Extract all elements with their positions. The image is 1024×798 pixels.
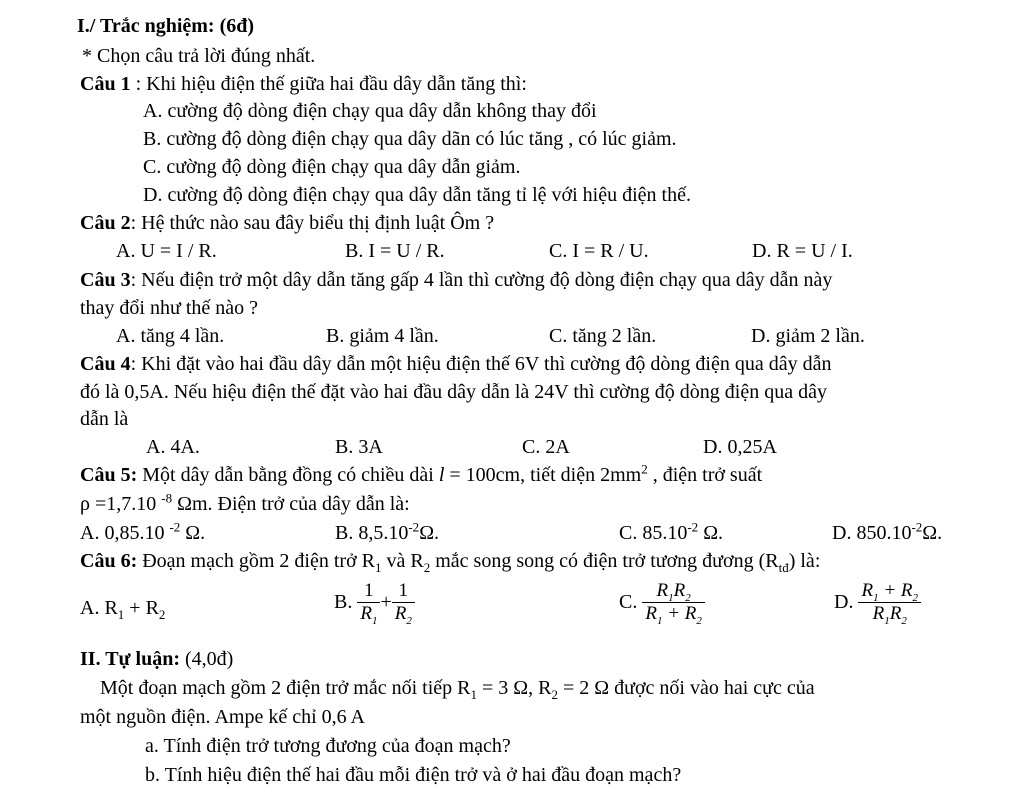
question-6: Câu 6: Đoạn mạch gồm 2 điện trở $R_1$ và $R_2$ mắc song song có điện trở tương đương $(R_{tđ})$ là: bbox=[80, 550, 821, 575]
question-4: Câu 4: Khi đặt vào hai đầu dây dẫn một hiệu điện thế 6V thì cường độ dòng điện qua dây dẫn bbox=[80, 353, 832, 375]
q5-option-c: C. $85.10^{-2}$ Ω. bbox=[619, 519, 724, 544]
part2-problem-line1: Một đoạn mạch gồm 2 điện trở mắc nối tiếp $R_1 = 3$ Ω, $R_2 = 2$ Ω được nối vào hai cực của bbox=[100, 677, 815, 702]
part2-title: II. Tự luận: (4,0đ) bbox=[80, 648, 234, 670]
q1-option-b: B. cường độ dòng điện chạy qua dây dãn có lúc tăng , có lúc giảm. bbox=[143, 128, 677, 150]
part1-title: I./ Trắc nghiệm: (6đ) bbox=[77, 15, 255, 37]
part2-problem-line2: một nguồn điện. Ampe kế chỉ 0,6 A bbox=[80, 706, 365, 728]
fraction-sum-over-product: $\frac{R_1 + R_2}{R_1R_2}$ bbox=[858, 580, 921, 625]
q4-option-a: A. 4A. bbox=[146, 436, 200, 458]
q1-option-a: A. cường độ dòng điện chạy qua dây dẫn không thay đổi bbox=[143, 100, 597, 122]
q3-option-c: C. tăng 2 lần. bbox=[549, 325, 657, 347]
fraction-1-over-r1: $\frac{1}{R_1}$ bbox=[357, 580, 380, 625]
q3-option-a: A. tăng 4 lần. bbox=[116, 325, 225, 347]
q2-option-a: A. U = I / R. bbox=[116, 240, 217, 262]
question-5: Câu 5: Một dây dẫn bằng đồng có chiều dài l = 100cm, tiết diện $2mm^2$ , điện trở suất bbox=[80, 461, 763, 486]
fraction-product-over-sum: $\frac{R_1R_2}{R_1 + R_2}$ bbox=[642, 580, 705, 625]
q5-option-b: B. $8,5.10^{-2}\Omega$. bbox=[335, 519, 440, 544]
q4-option-d: D. 0,25A bbox=[703, 436, 777, 458]
question-3: Câu 3: Nếu điện trở một dây dẫn tăng gấp 4 lần thì cường độ dòng điện chạy qua dây dẫn này bbox=[80, 269, 833, 291]
question-4-cont1: đó là 0,5A. Nếu hiệu điện thế đặt vào hai đầu dây dẫn là 24V thì cường độ dòng điện qua dây bbox=[80, 381, 827, 403]
question-4-cont2: dẫn là bbox=[80, 408, 129, 430]
q3-option-b: B. giảm 4 lần. bbox=[326, 325, 439, 347]
fraction-1-over-r2: $\frac{1}{R_2}$ bbox=[392, 580, 415, 625]
question-3-cont: thay đổi như thế nào ? bbox=[80, 297, 259, 319]
q1-option-c: C. cường độ dòng điện chạy qua dây dẫn giảm. bbox=[143, 156, 521, 178]
q4-option-c: C. 2A bbox=[522, 436, 570, 458]
q6-option-c: C. $\frac{R_1R_2}{R_1 + R_2}$ bbox=[619, 580, 705, 625]
q5-option-d: D. $850.10^{-2}\Omega$. bbox=[832, 519, 943, 544]
question-5-cont: ρ =1,7.10 $^{-8}$ Ωm. Điện trở của dây dẫn là: bbox=[80, 490, 410, 515]
q6-option-a: A. $R_1 + R_2$ bbox=[80, 597, 166, 622]
q2-option-b: B. I = U / R. bbox=[345, 240, 445, 262]
q3-option-d: D. giảm 2 lần. bbox=[751, 325, 865, 347]
q2-option-c: C. I = R / U. bbox=[549, 240, 649, 262]
q2-option-d: D. R = U / I. bbox=[752, 240, 853, 262]
q5-option-a: A. 0,85.10 $^{-2}$ Ω. bbox=[80, 519, 206, 544]
q6-option-b: B. $\frac{1}{R_1}$ + $\frac{1}{R_2}$ bbox=[334, 580, 415, 625]
q6-option-d: D. $\frac{R_1 + R_2}{R_1R_2}$ bbox=[834, 580, 921, 625]
question-1: Câu 1 : Khi hiệu điện thế giữa hai đầu dây dẫn tăng thì: bbox=[80, 73, 527, 95]
part2-question-b: b. Tính hiệu điện thế hai đầu mỗi điện trở và ở hai đầu đoạn mạch? bbox=[145, 764, 682, 786]
part1-instruction: * Chọn câu trả lời đúng nhất. bbox=[82, 45, 316, 67]
q4-option-b: B. 3A bbox=[335, 436, 383, 458]
q1-option-d: D. cường độ dòng điện chạy qua dây dẫn tăng tỉ lệ với hiệu điện thế. bbox=[143, 184, 691, 206]
part2-question-a: a. Tính điện trở tương đương của đoạn mạch? bbox=[145, 735, 511, 757]
question-2: Câu 2: Hệ thức nào sau đây biểu thị định luật Ôm ? bbox=[80, 212, 495, 234]
